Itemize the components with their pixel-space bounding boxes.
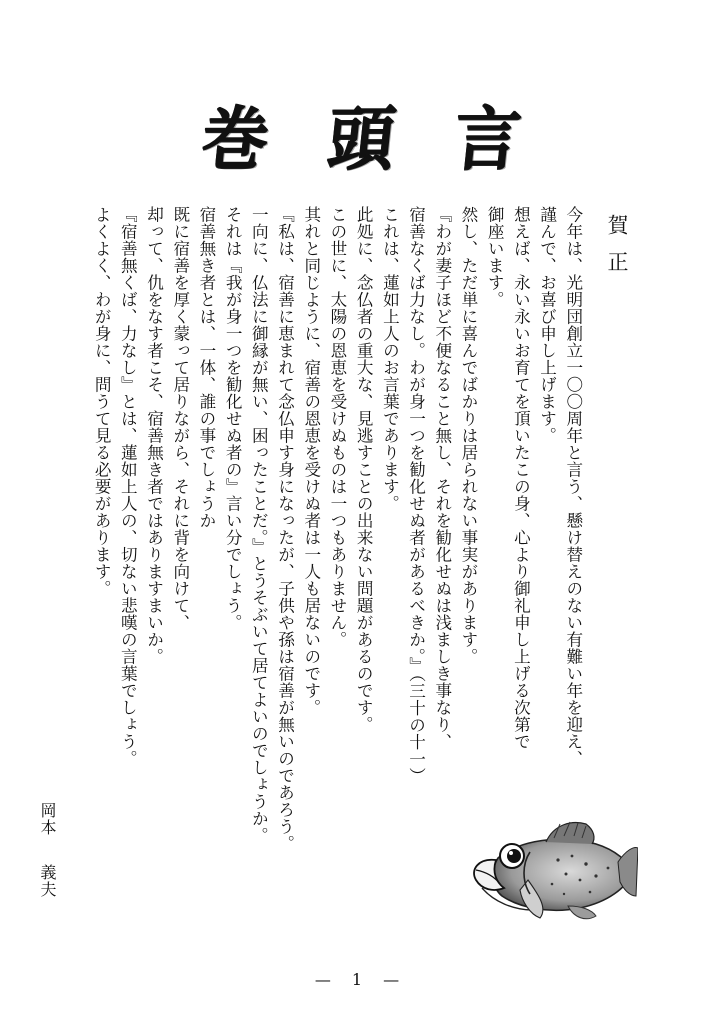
text-line: 宿善なくば力なし。わが身一つを勧化せぬ者があるべきか。』（三十の十一） <box>406 206 426 785</box>
text-line: 一向に、仏法に御縁が無い、困ったことだ。』とうそぶいて居てよいのでしょうか。 <box>249 206 269 844</box>
author-given-name: 義夫 <box>37 864 57 898</box>
text-line: 『わが妻子ほど不便なること無し、それを勧化せぬは浅ましき事なり、 <box>432 206 452 750</box>
text-line: それは『我が身一つを勧化せぬ者の』言い分でしょう。 <box>223 206 243 631</box>
text-line: 今年は、光明団創立一〇〇周年と言う、懸け替えのない有難い年を迎え、 <box>563 206 583 767</box>
text-line: 既に宿善を厚く蒙って居りながら、それに背を向けて、 <box>170 206 190 631</box>
text-line: 『私は、宿善に恵まれて念仏申す身になったが、子供や孫は宿善が無いのであろう。 <box>275 206 295 852</box>
text-line: 却って、仇をなす者こそ、宿善無き者ではありますまいか。 <box>144 206 164 665</box>
title-char: 頭 <box>323 98 399 180</box>
page-title <box>0 94 722 184</box>
text-line: 此処に、念仏者の重大な、見逃すことの出来ない問題があるのです。 <box>354 206 374 733</box>
fish-ink-drawing-icon <box>468 818 638 928</box>
text-line: 御座います。 <box>485 206 505 308</box>
author-family-name: 岡本 <box>37 802 57 836</box>
page-number: — 1 — <box>314 970 408 989</box>
author-signature <box>34 206 60 946</box>
text-line: この世に、太陽の恩恵を受けぬものは一つもありません。 <box>327 206 347 648</box>
text-line: 『宿善無くば、力なし』とは、蓮如上人の、切ない悲嘆の言葉でしょう。 <box>118 206 138 767</box>
title-char: 言 <box>449 98 525 180</box>
text-line: よくよく、わが身に、問うて見る必要があります。 <box>92 206 112 597</box>
text-line: これは、蓮如上人のお言葉であります。 <box>380 206 400 512</box>
title-char: 巻 <box>197 98 273 180</box>
text-line: 宿善無き者とは、一体、誰の事でしょうか <box>196 206 216 529</box>
text-line: 想えば、永い永いお育てを頂いたこの身、心より御礼申し上げる次第で <box>511 206 531 750</box>
text-line: 然し、ただ単に喜んでばかりは居られない事実があります。 <box>458 206 478 665</box>
text-line: 謹んで、お喜び申し上げます。 <box>537 206 557 444</box>
section-heading: 賀正 <box>605 214 629 288</box>
text-line: 其れと同じように、宿善の恩恵を受けぬ者は一人も居ないのです。 <box>301 206 321 716</box>
